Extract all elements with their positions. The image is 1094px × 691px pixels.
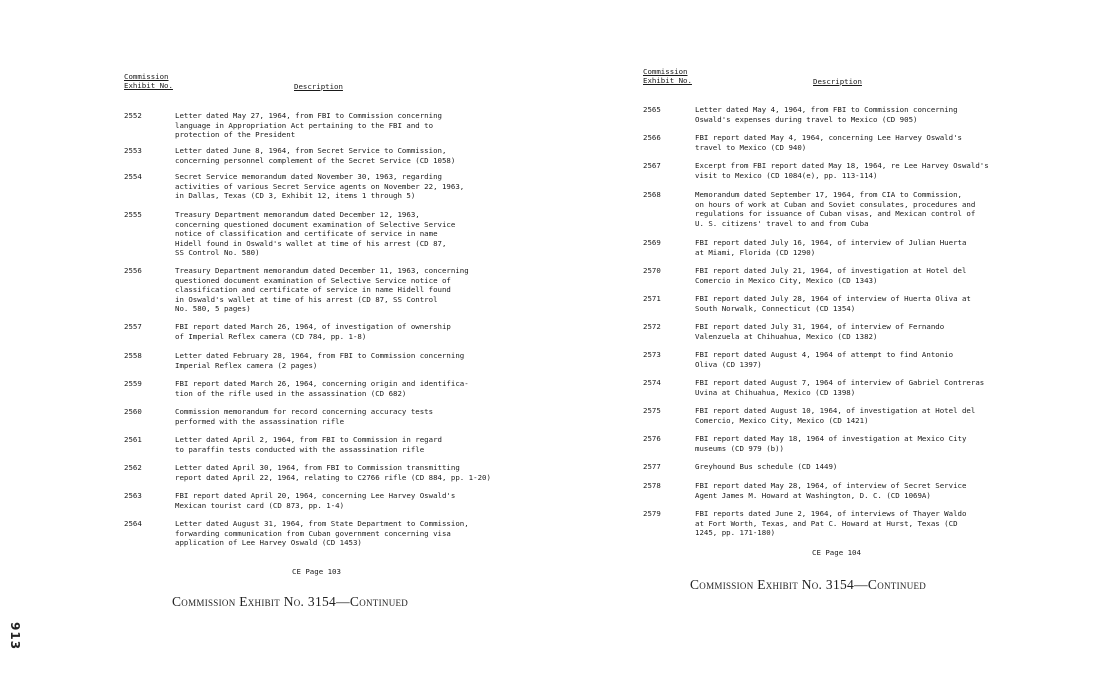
exhibit-number: 2561	[124, 435, 142, 444]
exhibit-description: FBI report dated May 4, 1964, concerning Lee Harvey Oswald's travel to Mexico (CD 940)	[695, 133, 962, 152]
exhibit-description: FBI report dated May 28, 1964, of interview of Secret Service Agent James M. Howard at Washington, D. C. (CD 1069A)	[695, 481, 967, 500]
exhibit-description: Letter dated February 28, 1964, from FBI to Commission concerning Imperial Reflex camera (2 pages)	[175, 351, 465, 370]
exhibit-description: FBI report dated August 4, 1964 of attempt to find Antonio Oliva (CD 1397)	[695, 350, 954, 369]
exhibit-number: 2571	[643, 294, 661, 303]
exhibit-number: 2554	[124, 172, 142, 181]
exhibit-description: FBI report dated July 16, 1964, of interview of Julian Huerta at Miami, Florida (CD 1290)	[695, 238, 967, 257]
exhibit-number: 2565	[643, 105, 661, 114]
exhibit-number: 2574	[643, 378, 661, 387]
exhibit-caption: Commission Exhibit No. 3154—Continued	[172, 594, 409, 609]
exhibit-description: Greyhound Bus schedule (CD 1449)	[695, 462, 838, 471]
exhibit-number: 2556	[124, 266, 142, 275]
exhibit-description: Commission memorandum for record concerning accuracy tests performed with the assassination rifle	[175, 407, 434, 426]
exhibit-number: 2553	[124, 146, 142, 155]
exhibit-description: Excerpt from FBI report dated May 18, 1964, re Lee Harvey Oswald's visit to Mexico (CD 1084(e), pp. 113-114)	[695, 161, 989, 180]
exhibit-number: 2578	[643, 481, 661, 490]
exhibit-description: FBI reports dated June 2, 1964, of interviews of Thayer Waldo at Fort Worth, Texas, and Pat C. Howard at Hurst, Texas (CD 1245, pp. 171-180)	[695, 509, 967, 538]
exhibit-description: FBI report dated July 28, 1964 of interview of Huerta Oliva at South Norwalk, Connecticut (CD 1354)	[695, 294, 971, 313]
exhibit-description: FBI report dated July 21, 1964, of investigation at Hotel del Comercio in Mexico City, Mexico (CD 1343)	[695, 266, 967, 285]
description-header: Description	[294, 82, 343, 91]
exhibit-description: FBI report dated March 26, 1964, of investigation of ownership of Imperial Reflex camera (CD 784, pp. 1-8)	[175, 322, 451, 341]
exhibit-number: 2558	[124, 351, 142, 360]
exhibit-description: Letter dated April 30, 1964, from FBI to Commission transmitting report dated April 22, 1964, relating to C2766 rifle (CD 884, pp. 1-20)	[175, 463, 491, 482]
exhibit-number: 2576	[643, 434, 661, 443]
side-page-number: 913	[8, 622, 22, 651]
exhibit-number: 2567	[643, 161, 661, 170]
exhibit-description: FBI report dated August 7, 1964 of interview of Gabriel Contreras Uvina at Chihuahua, Mexico (CD 1398)	[695, 378, 985, 397]
exhibit-description: FBI report dated July 31, 1964, of interview of Fernando Valenzuela at Chihuahua, Mexico (CD 1382)	[695, 322, 945, 341]
exhibit-number: 2552	[124, 111, 142, 120]
exhibit-number: 2562	[124, 463, 142, 472]
exhibit-number: 2557	[124, 322, 142, 331]
exhibit-description: Letter dated June 8, 1964, from Secret Service to Commission, concerning personnel complement of the Secret Service (CD 1058)	[175, 146, 456, 165]
exhibit-no-header: Commission Exhibit No.	[643, 67, 692, 85]
exhibit-number: 2572	[643, 322, 661, 331]
exhibit-number: 2559	[124, 379, 142, 388]
exhibit-description: Memorandum dated September 17, 1964, from CIA to Commission, on hours of work at Cuban and Soviet consulates, procedures and regulations for issuance of Cuban visas, and Mexican control of U. S. citizens' travel to and from Cuba	[695, 190, 976, 228]
exhibit-description: Letter dated May 27, 1964, from FBI to Commission concerning language in Appropriation Act pertaining to the FBI and to protection of the President	[175, 111, 442, 140]
exhibit-description: Letter dated May 4, 1964, from FBI to Commission concerning Oswald's expenses during travel to Mexico (CD 905)	[695, 105, 958, 124]
exhibit-number: 2563	[124, 491, 142, 500]
ce-page-label: CE Page 103	[292, 567, 341, 576]
exhibit-description: Letter dated April 2, 1964, from FBI to Commission in regard to paraffin tests conducted with the assassination rifle	[175, 435, 442, 454]
exhibit-number: 2577	[643, 462, 661, 471]
exhibit-number: 2560	[124, 407, 142, 416]
exhibit-number: 2569	[643, 238, 661, 247]
exhibit-number: 2573	[643, 350, 661, 359]
exhibit-description: FBI report dated April 20, 1964, concerning Lee Harvey Oswald's Mexican tourist card (CD 873, pp. 1-4)	[175, 491, 456, 510]
exhibit-number: 2564	[124, 519, 142, 528]
exhibit-number: 2579	[643, 509, 661, 518]
exhibit-number: 2566	[643, 133, 661, 142]
description-header: Description	[813, 77, 862, 86]
exhibit-no-header: Commission Exhibit No.	[124, 72, 173, 90]
ce-page-label: CE Page 104	[812, 548, 861, 557]
exhibit-number: 2555	[124, 210, 142, 219]
exhibit-number: 2575	[643, 406, 661, 415]
exhibit-description: Treasury Department memorandum dated December 11, 1963, concerning questioned document examination of Selective Service notice of classification and certificate of service in name Hidell found in Oswald's wallet at time of his arrest (CD 87, SS Control No. 580, 5 pages)	[175, 266, 469, 314]
exhibit-description: FBI report dated August 10, 1964, of investigation at Hotel del Comercio, Mexico City, Mexico (CD 1421)	[695, 406, 976, 425]
exhibit-number: 2568	[643, 190, 661, 199]
exhibit-number: 2570	[643, 266, 661, 275]
exhibit-description: FBI report dated May 18, 1964 of investigation at Mexico City museums (CD 979 (b))	[695, 434, 967, 453]
exhibit-description: Letter dated August 31, 1964, from State Department to Commission, forwarding communication from Cuban government concerning visa application of Lee Harvey Oswald (CD 1453)	[175, 519, 469, 548]
exhibit-caption: Commission Exhibit No. 3154—Continued	[690, 577, 927, 592]
exhibit-description: Secret Service memorandum dated November 30, 1963, regarding activities of various Secret Service agents on November 22, 1963, in Dallas, Texas (CD 3, Exhibit 12, items 1 through 5)	[175, 172, 465, 201]
exhibit-description: Treasury Department memorandum dated December 12, 1963, concerning questioned document examination of Selective Service notice of classification and certificate of service in name Hidell found in Oswald's wallet at time of his arrest (CD 87, SS Control No. 580)	[175, 210, 456, 258]
exhibit-description: FBI report dated March 26, 1964, concerning origin and identifica- tion of the rifle used in the assassination (CD 682)	[175, 379, 469, 398]
